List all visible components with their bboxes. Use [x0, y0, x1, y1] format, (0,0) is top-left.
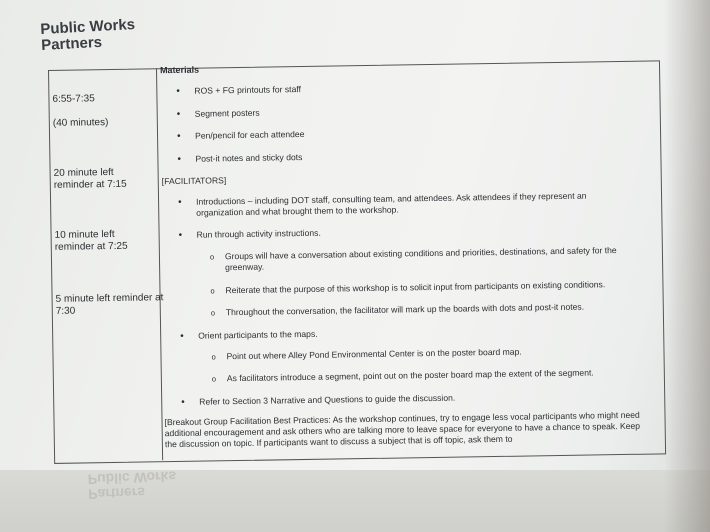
material-item: • ROS + FG printouts for staff — [194, 84, 301, 97]
best-practices-text: [Breakout Group Facilitation Best Practices: As the workshop continues, try to engage less vocal participants who might need additional encouragement and ask others who are talking more to leave space for everyone to have a chance to speak. Keep the discussion on topic. If participants want to discuss a subject that is off topic, ask them to — [164, 409, 641, 450]
facilitators-heading: [FACILITATORS] — [161, 175, 227, 187]
reminder-5: 5 minute left reminder at 7:30 — [55, 292, 164, 317]
brand-logo — [40, 17, 136, 54]
orient-item: • Orient participants to the maps. — [198, 329, 318, 342]
introductions-item: • Introductions – including DOT staff, consulting team, and attendees. Ask attendees if they represent an organization and what brought them to the workshop. — [196, 190, 626, 219]
refer-item: • Refer to Section 3 Narrative and Questions to guide the discussion. — [199, 393, 455, 408]
orient-subitem: o As facilitators introduce a segment, point out on the poster board map the extent of the segment. — [227, 366, 657, 384]
materials-heading: Materials — [159, 64, 200, 76]
material-item: • Post-it notes and sticky dots — [195, 152, 302, 165]
instructions-subitem: o Groups will have a conversation about existing conditions and priorities, destinations, and safety for the greenway. — [225, 245, 625, 273]
reminder-20: 20 minute left reminder at 7:15 — [53, 166, 127, 191]
time-range: 6:55-7:35 — [52, 93, 95, 105]
instructions-subitem: o Reiterate that the purpose of this workshop is to solicit input from participants on existing conditions. — [225, 278, 655, 296]
material-item: • Pen/pencil for each attendee — [195, 129, 305, 142]
brand-line-1: Public Works — [39, 16, 136, 38]
bleed-through-logo — [88, 468, 177, 501]
ghost-line-2: Partners — [88, 484, 146, 503]
orient-subitem: o Point out where Alley Pond Environmental Center is on the poster board map. — [226, 345, 646, 363]
instructions-item: • Run through activity instructions. — [197, 228, 321, 241]
reminder-10: 10 minute left reminder at 7:25 — [54, 228, 128, 253]
ghost-line-1: Public Works — [87, 468, 177, 488]
brand-line-2: Partners — [40, 33, 103, 54]
material-item: • Segment posters — [195, 108, 260, 120]
agenda-table — [48, 60, 674, 465]
instructions-subitem: o Throughout the conversation, the facilitator will mark up the boards with dots and post-it notes. — [226, 300, 656, 318]
duration: (40 minutes) — [52, 117, 109, 129]
